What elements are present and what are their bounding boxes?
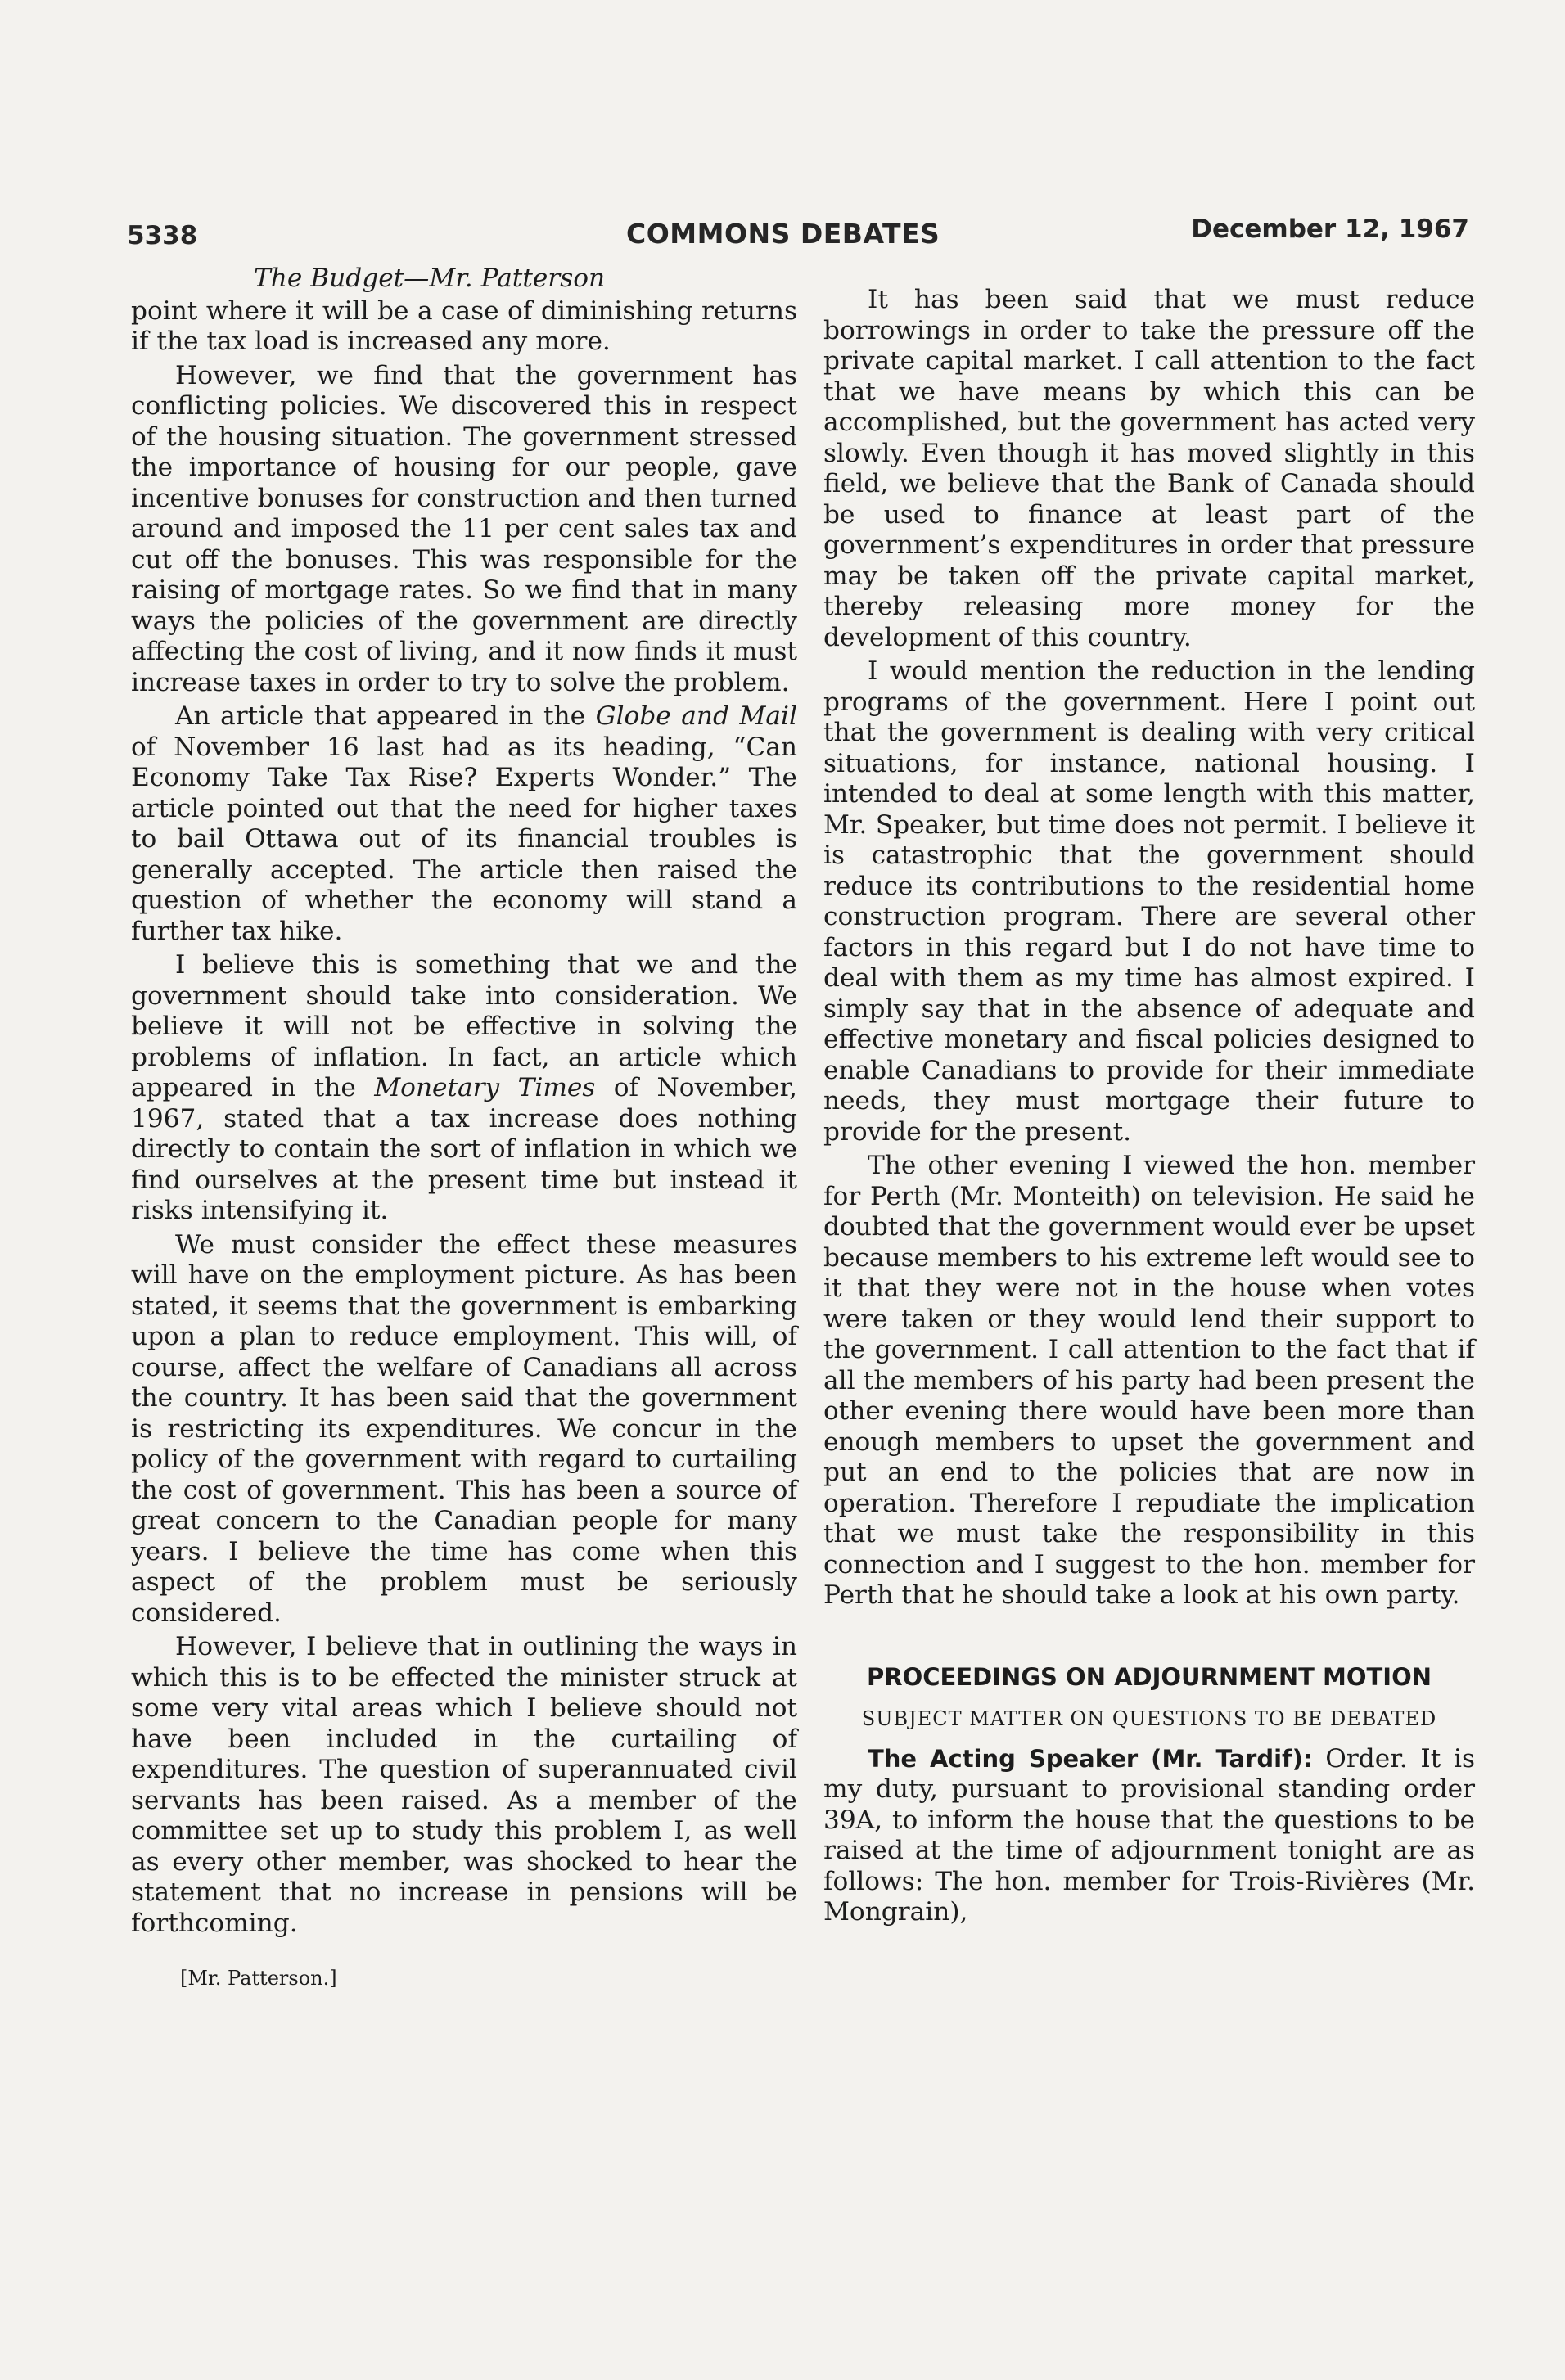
paragraph: The other evening I viewed the hon. member for Perth (Mr. Monteith) on television. He said he doubted that the government would ever be upset because members to his extreme left would see to it that they were not in the house when votes were taken or they would lend their support to the government. I call attention to the fact that if all the members of his party had been present the other evening there would have been more than enough members to upset the government and put an end to the policies that are now in operation. Therefore I repudiate the implication that we must take the responsibility in this connection and I suggest to the hon. member for Perth that he should take a look at his own party. xyxy=(823,1151,1475,1610)
paragraph: I would mention the reduction in the lending programs of the government. Here I point out that the government is dealing with very critical situations, for instance, national housing. I intended to deal at some length with this matter, Mr. Speaker, but time does not permit. I believe it is catastrophic that the government should reduce its contributions to the residential home construction program. There are several other factors in this regard but I do not have time to deal with them as my time has almost expired. I simply say that in the absence of adequate and effective monetary and fiscal policies designed to enable Canadians to provide for their immediate needs, they must mortgage their future to provide for the present. xyxy=(823,656,1475,1147)
paragraph xyxy=(131,950,797,1227)
sub-heading: SUBJECT MATTER ON QUESTIONS TO BE DEBATED xyxy=(861,1706,1437,1730)
running-head: The Budget—Mr. Patterson xyxy=(254,264,606,293)
page-header xyxy=(127,214,1469,255)
paragraph: point where it will be a case of diminishing returns if the tax load is increased any more. xyxy=(131,295,797,356)
section-heading: PROCEEDINGS ON ADJOURNMENT MOTION xyxy=(866,1662,1432,1691)
paragraph xyxy=(131,701,797,947)
right-column xyxy=(823,285,1475,1931)
page-number: 5338 xyxy=(127,221,198,250)
text-run: of November, 1967, stated that a tax increase does nothing directly to contain the sort of inflation in which we find ourselves at the present time but instead it risks intensifying it. xyxy=(131,1073,797,1225)
paragraph: We must consider the effect these measures will have on the employment picture. As has been stated, it seems that the government is embarking upon a plan to reduce employment. This will, of course, affect the welfare of Canadians all across the country. It has been said that the government is restricting its expenditures. We concur in the policy of the government with regard to curtailing the cost of government. This has been a source of great concern to the Canadian people for many years. I believe the time has come when this aspect of the problem must be seriously considered. xyxy=(131,1229,797,1628)
paragraph xyxy=(823,1744,1475,1928)
text-run: An article that appeared in the xyxy=(175,701,596,731)
publication-title: COMMONS DEBATES xyxy=(626,218,940,250)
left-column xyxy=(131,264,797,1998)
text-run: I believe this is something that we and the government should take into consideration. We believe it will not be effective in solving the problems of inflation. In fact, an article which appeared in the xyxy=(131,950,797,1102)
publication-name: Monetary Times xyxy=(374,1073,596,1102)
speaker-tag: [Mr. Patterson.] xyxy=(180,1967,337,1990)
text-run: of November 16 last had as its heading, “Can Economy Take Tax Rise? Experts Wonder.” The article pointed out that the need for higher taxes to bail Ottawa out of its financial troubles is generally accepted. The article then raised the question of whether the economy will stand a further tax hike. xyxy=(131,732,797,946)
paragraph: However, I believe that in outlining the ways in which this is to be effected the minister struck at some very vital areas which I believe should not have been included in the curtailing of expenditures. The question of superannuated civil servants has been raised. As a member of the committee set up to study this problem I, as well as every other member, was shocked to hear the statement that no increase in pensions will be forthcoming. xyxy=(131,1632,797,1938)
text-run: Order. It is my duty, pursuant to provisional standing order 39A, to inform the house that the questions to be raised at the time of adjournment tonight are as follows: The hon. member for Trois-Rivières (Mr. Mongrain), xyxy=(823,1743,1475,1927)
publication-name: Globe and Mail xyxy=(595,701,797,731)
speaker-name: The Acting Speaker (Mr. Tardif): xyxy=(868,1744,1313,1773)
paragraph: However, we find that the government has conflicting policies. We discovered this in respect of the housing situation. The government stressed the importance of housing for our people, gave incentive bonuses for construction and then turned around and imposed the 11 per cent sales tax and cut off the bonuses. This was responsible for the raising of mortgage rates. So we find that in many ways the policies of the government are directly affecting the cost of living, and it now finds it must increase taxes in order to try to solve the problem. xyxy=(131,360,797,697)
paragraph: It has been said that we must reduce borrowings in order to take the pressure off the private capital market. I call attention to the fact that we have means by which this can be accomplished, but the government has acted very slowly. Even though it has moved slightly in this field, we believe that the Bank of Canada should be used to finance at least part of the government’s expenditures in order that pressure may be taken off the private capital market, thereby releasing more money for the development of this country. xyxy=(823,285,1475,652)
page-date: December 12, 1967 xyxy=(1191,214,1469,244)
